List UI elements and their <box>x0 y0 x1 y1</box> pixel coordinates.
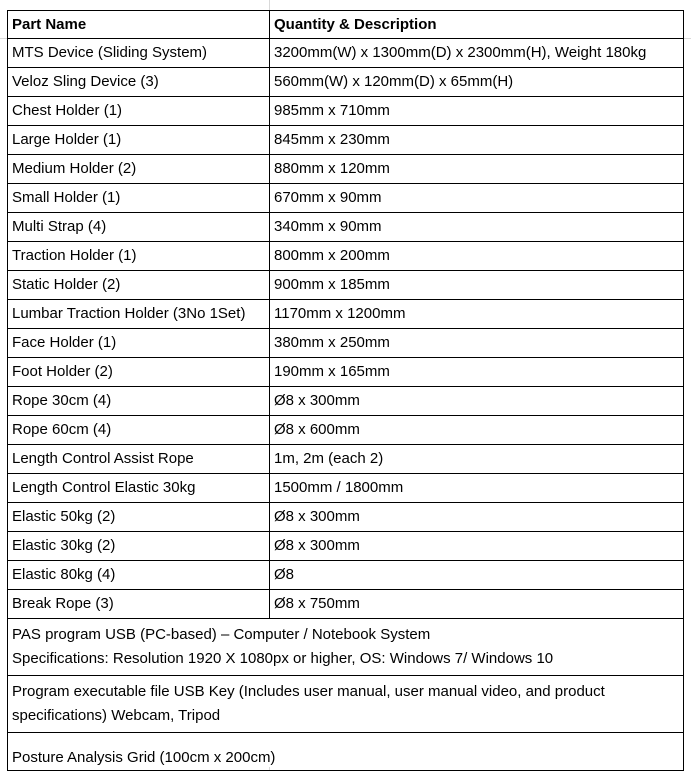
description-cell: Ø8 x 300mm <box>270 503 684 532</box>
part-name-cell: Static Holder (2) <box>8 271 270 300</box>
header-part-name: Part Name <box>8 11 270 39</box>
description-cell: Ø8 x 300mm <box>270 532 684 561</box>
description-cell: 1170mm x 1200mm <box>270 300 684 329</box>
merged-line: Specifications: Resolution 1920 X 1080px or higher, OS: Windows 7/ Windows 10 <box>12 650 554 667</box>
part-name-cell: Elastic 80kg (4) <box>8 561 270 590</box>
table-row <box>8 126 684 155</box>
description-cell: 670mm x 90mm <box>270 184 684 213</box>
part-name-cell: MTS Device (Sliding System) <box>8 39 270 68</box>
table-row <box>8 474 684 503</box>
merged-cell <box>8 676 684 733</box>
part-name-cell: Multi Strap (4) <box>8 213 270 242</box>
header-quantity-description: Quantity & Description <box>270 11 684 39</box>
part-name-cell: Foot Holder (2) <box>8 358 270 387</box>
part-name-cell: Elastic 30kg (2) <box>8 532 270 561</box>
table-row <box>8 300 684 329</box>
merged-line: Program executable file USB Key (Includes user manual, user manual video, and product <box>12 683 605 700</box>
table-row <box>8 416 684 445</box>
part-name-cell: Rope 30cm (4) <box>8 387 270 416</box>
description-cell: 1m, 2m (each 2) <box>270 445 684 474</box>
part-name-cell: Rope 60cm (4) <box>8 416 270 445</box>
description-cell: 800mm x 200mm <box>270 242 684 271</box>
description-cell: 1500mm / 1800mm <box>270 474 684 503</box>
description-cell: 985mm x 710mm <box>270 97 684 126</box>
merged-line: specifications) Webcam, Tripod <box>12 707 221 724</box>
description-cell: 340mm x 90mm <box>270 213 684 242</box>
sheet-gridline <box>269 0 270 10</box>
table-row <box>8 503 684 532</box>
table-row <box>8 97 684 126</box>
part-name-cell: Length Control Elastic 30kg <box>8 474 270 503</box>
description-cell: 900mm x 185mm <box>270 271 684 300</box>
table-header-row <box>8 11 684 39</box>
part-name-cell: Medium Holder (2) <box>8 155 270 184</box>
description-cell: Ø8 <box>270 561 684 590</box>
table-row <box>8 242 684 271</box>
part-name-cell: Lumbar Traction Holder (3No 1Set) <box>8 300 270 329</box>
part-name-cell: Veloz Sling Device (3) <box>8 68 270 97</box>
merged-row-usb-key <box>8 676 684 733</box>
table-row <box>8 532 684 561</box>
description-cell: 845mm x 230mm <box>270 126 684 155</box>
description-cell: 380mm x 250mm <box>270 329 684 358</box>
parts-spec-table <box>7 10 684 771</box>
description-cell: 3200mm(W) x 1300mm(D) x 2300mm(H), Weight 180kg <box>270 39 684 68</box>
description-cell: 880mm x 120mm <box>270 155 684 184</box>
merged-line: PAS program USB (PC-based) – Computer / Notebook System <box>12 626 431 643</box>
merged-cell <box>8 733 684 771</box>
sheet-gridline <box>684 38 691 39</box>
part-name-cell: Elastic 50kg (2) <box>8 503 270 532</box>
table-row <box>8 329 684 358</box>
merged-row-pas-program <box>8 619 684 676</box>
table-row <box>8 387 684 416</box>
description-cell: Ø8 x 750mm <box>270 590 684 619</box>
merged-line: Posture Analysis Grid (100cm x 200cm) <box>12 749 276 766</box>
merged-cell <box>8 619 684 676</box>
part-name-cell: Small Holder (1) <box>8 184 270 213</box>
table-row <box>8 561 684 590</box>
table-row <box>8 590 684 619</box>
description-cell: 560mm(W) x 120mm(D) x 65mm(H) <box>270 68 684 97</box>
description-cell: 190mm x 165mm <box>270 358 684 387</box>
table-row <box>8 271 684 300</box>
table-row <box>8 39 684 68</box>
table-row <box>8 68 684 97</box>
description-cell: Ø8 x 600mm <box>270 416 684 445</box>
part-name-cell: Break Rope (3) <box>8 590 270 619</box>
table-row <box>8 213 684 242</box>
description-cell: Ø8 x 300mm <box>270 387 684 416</box>
table-row <box>8 184 684 213</box>
part-name-cell: Traction Holder (1) <box>8 242 270 271</box>
part-name-cell: Length Control Assist Rope <box>8 445 270 474</box>
part-name-cell: Large Holder (1) <box>8 126 270 155</box>
part-name-cell: Face Holder (1) <box>8 329 270 358</box>
merged-row-posture-grid <box>8 733 684 771</box>
table-row <box>8 445 684 474</box>
part-name-cell: Chest Holder (1) <box>8 97 270 126</box>
sheet-gridline <box>0 38 7 39</box>
table-row <box>8 155 684 184</box>
table-row <box>8 358 684 387</box>
